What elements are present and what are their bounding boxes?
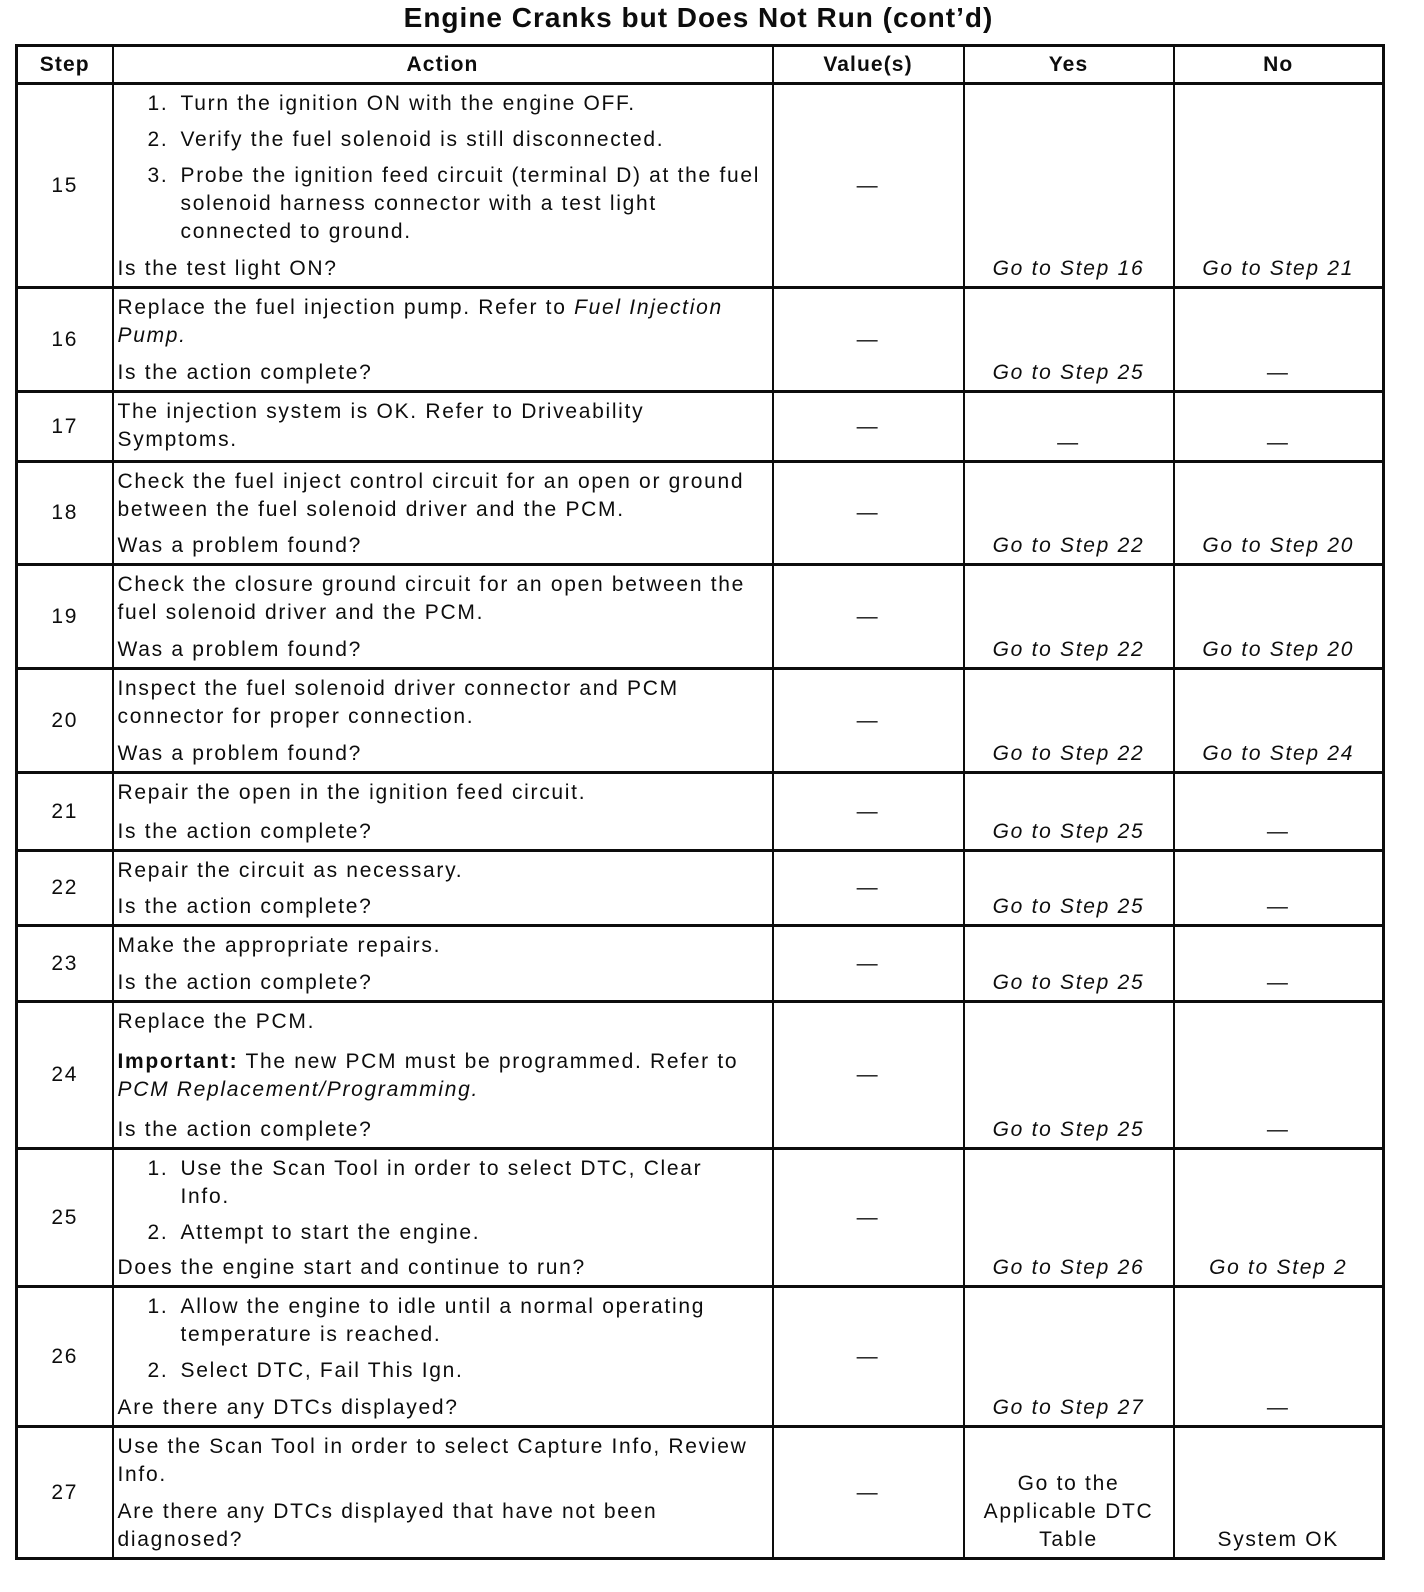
instruction-number: 2. — [147, 1221, 169, 1244]
instruction-number: 3. — [147, 164, 169, 187]
value-cell: — — [773, 926, 964, 1002]
text-line: Go to Step 25 — [992, 820, 1145, 843]
text-line: Repair the open in the ignition feed circuit. — [117, 781, 587, 804]
header-row — [17, 46, 1384, 84]
question-text — [118, 1394, 768, 1422]
step-number: 15 — [17, 84, 113, 288]
text-line: Go to Step 22 — [992, 638, 1145, 661]
text-line: Go to Step 22 — [992, 534, 1145, 557]
text-line: Go to Step 26 — [992, 1256, 1145, 1279]
text-line: Go to Step 22 — [992, 742, 1145, 765]
table-row — [17, 1002, 1384, 1149]
text-line: Go to Step 2 — [1209, 1256, 1348, 1279]
text-segment: The new PCM must be programmed. Refer to — [238, 1050, 739, 1073]
yes-result-cell — [964, 565, 1174, 669]
reference-title: PCM Replacement/Programming. — [117, 1078, 480, 1101]
instruction-paragraph — [118, 857, 768, 885]
question-text — [118, 1116, 768, 1144]
text-line: Select DTC, Fail This Ign. — [180, 1359, 464, 1382]
yes-result-cell — [964, 84, 1174, 288]
text-line: Turn the ignition ON with the engine OFF. — [180, 92, 636, 115]
table-row — [17, 851, 1384, 926]
question-text — [118, 969, 768, 997]
step-number: 17 — [17, 392, 113, 462]
table-row — [17, 669, 1384, 773]
text-line: Is the action complete? — [117, 971, 373, 994]
action-cell — [113, 1149, 773, 1287]
text-line: Verify the fuel solenoid is still disconnected. — [180, 128, 665, 151]
text-line: The injection system is OK. Refer to Driveability — [117, 400, 645, 423]
value-cell: — — [773, 462, 964, 565]
value-cell: — — [773, 1149, 964, 1287]
numbered-instruction — [118, 1293, 768, 1349]
text-line: Go to Step 20 — [1202, 638, 1355, 661]
action-cell — [113, 392, 773, 462]
text-line — [118, 322, 768, 350]
question-text — [118, 818, 768, 846]
text-line: Info. — [180, 1185, 230, 1208]
instruction-paragraph — [118, 779, 768, 807]
value-cell: — — [773, 565, 964, 669]
no-result-cell — [1174, 462, 1384, 565]
question-text — [118, 636, 768, 664]
instruction-number: 2. — [147, 1359, 169, 1382]
action-cell — [113, 288, 773, 392]
value-cell: — — [773, 1427, 964, 1559]
question-text — [118, 255, 768, 283]
text-line: connector for proper connection. — [117, 705, 475, 728]
instruction-paragraph — [118, 1048, 768, 1104]
text-line: Are there any DTCs displayed that have not been — [117, 1500, 658, 1523]
text-line: between the fuel solenoid driver and the PCM. — [117, 498, 625, 521]
instruction-paragraph — [118, 294, 768, 350]
step-number: 19 — [17, 565, 113, 669]
important-label: Important: — [117, 1050, 239, 1073]
text-line: — — [1266, 1396, 1290, 1419]
header-yes: Yes — [964, 46, 1174, 84]
table-body — [17, 84, 1384, 1559]
text-line: Inspect the fuel solenoid driver connector and PCM — [117, 677, 679, 700]
step-number: 26 — [17, 1287, 113, 1427]
text-line: Go to Step 21 — [1202, 257, 1355, 280]
instruction-paragraph — [118, 675, 768, 731]
step-number: 27 — [17, 1427, 113, 1559]
instruction-paragraph — [118, 1008, 768, 1036]
numbered-instruction — [118, 1155, 768, 1211]
table-row — [17, 565, 1384, 669]
instruction-paragraph — [118, 571, 768, 627]
instruction-number: 2. — [147, 128, 169, 151]
table-row — [17, 773, 1384, 851]
no-result-cell — [1174, 288, 1384, 392]
action-cell — [113, 1002, 773, 1149]
table-row — [17, 926, 1384, 1002]
action-cell — [113, 926, 773, 1002]
text-line: Use the Scan Tool in order to select Capture Info, Review — [117, 1435, 748, 1458]
text-line: Go to Step 20 — [1202, 534, 1355, 557]
question-text — [118, 740, 768, 768]
step-number: 16 — [17, 288, 113, 392]
text-line — [118, 1076, 768, 1104]
text-line: Go to the — [1017, 1472, 1120, 1495]
action-cell — [113, 565, 773, 669]
text-line: Is the action complete? — [117, 820, 373, 843]
step-number: 24 — [17, 1002, 113, 1149]
text-line — [118, 1048, 768, 1076]
text-line: — — [1266, 361, 1290, 384]
text-line: Is the action complete? — [117, 361, 373, 384]
instruction-paragraph — [118, 398, 768, 454]
yes-result-cell — [964, 288, 1174, 392]
value-cell: — — [773, 392, 964, 462]
text-line: Go to Step 25 — [992, 895, 1145, 918]
text-line: — — [1266, 895, 1290, 918]
instruction-paragraph — [118, 468, 768, 524]
numbered-instruction — [118, 1357, 768, 1385]
action-cell — [113, 851, 773, 926]
value-cell: — — [773, 773, 964, 851]
text-line: Go to Step 25 — [992, 971, 1145, 994]
text-line: Use the Scan Tool in order to select DTC, Clear — [180, 1157, 703, 1180]
text-line: Is the action complete? — [117, 1118, 373, 1141]
instruction-number: 1. — [147, 1157, 169, 1180]
yes-result-cell — [964, 1002, 1174, 1149]
text-line: fuel solenoid driver and the PCM. — [117, 601, 485, 624]
no-result-cell — [1174, 1002, 1384, 1149]
step-number: 25 — [17, 1149, 113, 1287]
text-line: System OK — [1217, 1528, 1339, 1551]
text-line: Info. — [117, 1463, 167, 1486]
no-result-cell — [1174, 926, 1384, 1002]
step-number: 21 — [17, 773, 113, 851]
text-line: connected to ground. — [180, 220, 412, 243]
question-text — [118, 893, 768, 921]
text-line: Attempt to start the engine. — [180, 1221, 481, 1244]
value-cell: — — [773, 1287, 964, 1427]
text-line: Allow the engine to idle until a normal operating — [180, 1295, 706, 1318]
no-result-cell — [1174, 1149, 1384, 1287]
instruction-paragraph — [118, 932, 768, 960]
value-cell: — — [773, 851, 964, 926]
no-result-cell — [1174, 1427, 1384, 1559]
yes-result-cell — [964, 1427, 1174, 1559]
text-line: Are there any DTCs displayed? — [117, 1396, 459, 1419]
yes-result-cell — [964, 926, 1174, 1002]
action-cell — [113, 669, 773, 773]
no-result-cell — [1174, 392, 1384, 462]
header-action: Action — [113, 46, 773, 84]
table-row — [17, 84, 1384, 288]
text-line: solenoid harness connector with a test light — [180, 192, 657, 215]
question-text — [118, 359, 768, 387]
action-cell — [113, 1427, 773, 1559]
instruction-paragraph — [118, 1433, 768, 1489]
text-line: — — [1266, 820, 1290, 843]
header-values: Value(s) — [773, 46, 964, 84]
text-line: Table — [1039, 1528, 1098, 1551]
text-line: Check the fuel inject control circuit for an open or ground — [117, 470, 745, 493]
yes-result-cell — [964, 1287, 1174, 1427]
text-line: Repair the circuit as necessary. — [117, 859, 464, 882]
question-text — [118, 1254, 768, 1282]
step-number: 20 — [17, 669, 113, 773]
text-line: Was a problem found? — [117, 742, 363, 765]
instruction-number: 1. — [147, 92, 169, 115]
step-number: 22 — [17, 851, 113, 926]
diagnostic-table — [15, 44, 1385, 1560]
header-step: Step — [17, 46, 113, 84]
text-line: Is the test light ON? — [117, 257, 338, 280]
table-row — [17, 1427, 1384, 1559]
text-line: diagnosed? — [117, 1528, 244, 1551]
text-segment: Replace the fuel injection pump. Refer to — [117, 296, 575, 319]
table-row — [17, 1149, 1384, 1287]
yes-result-cell — [964, 773, 1174, 851]
instruction-number: 1. — [147, 1295, 169, 1318]
table-row — [17, 1287, 1384, 1427]
value-cell: — — [773, 669, 964, 773]
text-line: Probe the ignition feed circuit (terminal D) at the fuel — [180, 164, 761, 187]
text-line: — — [1266, 431, 1290, 454]
numbered-instruction — [118, 126, 768, 154]
action-cell — [113, 462, 773, 565]
action-cell — [113, 1287, 773, 1427]
text-line: Replace the PCM. — [117, 1010, 316, 1033]
text-line: Go to Step 24 — [1202, 742, 1355, 765]
reference-title: Pump. — [117, 324, 187, 347]
text-line: Go to Step 25 — [992, 361, 1145, 384]
text-line: Check the closure ground circuit for an open between the — [117, 573, 746, 596]
reference-title: Fuel Injection — [574, 296, 723, 319]
question-text — [118, 532, 768, 560]
text-line: Go to Step 25 — [992, 1118, 1145, 1141]
numbered-instruction — [118, 90, 768, 118]
no-result-cell — [1174, 669, 1384, 773]
text-line: Does the engine start and continue to run? — [117, 1256, 586, 1279]
text-line: Was a problem found? — [117, 638, 363, 661]
step-number: 23 — [17, 926, 113, 1002]
text-line — [118, 294, 768, 322]
text-line: — — [1057, 431, 1080, 454]
text-line: — — [1266, 1118, 1290, 1141]
yes-result-cell — [964, 392, 1174, 462]
page-title: Engine Cranks but Does Not Run (cont’d) — [403, 2, 994, 33]
question-text — [118, 1498, 768, 1554]
text-line: — — [1266, 971, 1290, 994]
no-result-cell — [1174, 84, 1384, 288]
value-cell: — — [773, 84, 964, 288]
yes-result-cell — [964, 669, 1174, 773]
text-line: Go to Step 27 — [992, 1396, 1145, 1419]
text-line: Is the action complete? — [117, 895, 373, 918]
step-number: 18 — [17, 462, 113, 565]
table-row — [17, 392, 1384, 462]
value-cell: — — [773, 288, 964, 392]
no-result-cell — [1174, 565, 1384, 669]
no-result-cell — [1174, 773, 1384, 851]
value-cell: — — [773, 1002, 964, 1149]
yes-result-cell — [964, 851, 1174, 926]
table-row — [17, 288, 1384, 392]
yes-result-cell — [964, 462, 1174, 565]
text-line: Go to Step 16 — [992, 257, 1145, 280]
table-row — [17, 462, 1384, 565]
text-line: Make the appropriate repairs. — [117, 934, 442, 957]
text-line: Applicable DTC — [983, 1500, 1154, 1523]
action-cell — [113, 773, 773, 851]
header-no: No — [1174, 46, 1384, 84]
yes-result-cell — [964, 1149, 1174, 1287]
text-line: Symptoms. — [117, 428, 238, 451]
text-line: Was a problem found? — [117, 534, 363, 557]
numbered-instruction — [118, 1219, 768, 1247]
text-line: temperature is reached. — [180, 1323, 442, 1346]
action-cell — [113, 84, 773, 288]
no-result-cell — [1174, 1287, 1384, 1427]
no-result-cell — [1174, 851, 1384, 926]
numbered-instruction — [118, 162, 768, 246]
